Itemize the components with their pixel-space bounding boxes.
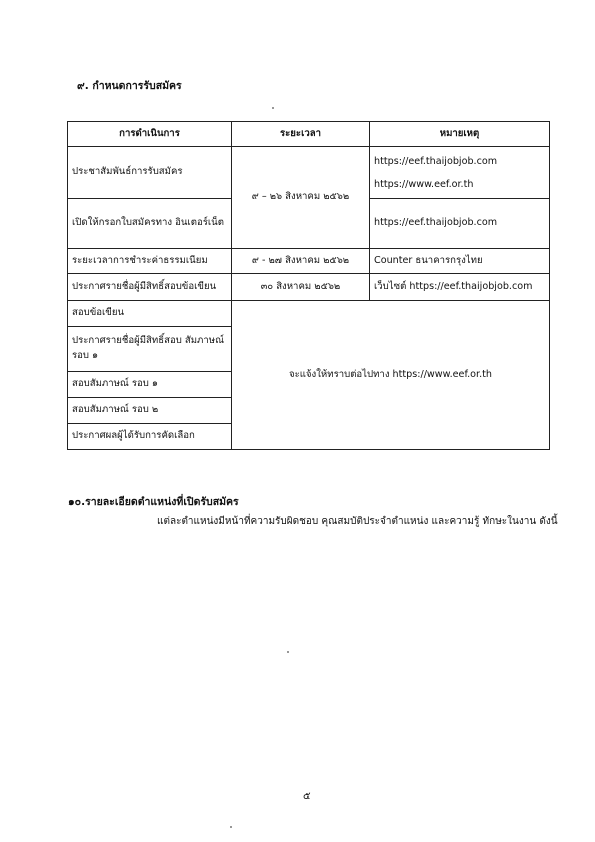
table-header-row — [68, 122, 550, 147]
activity-cell: ระยะเวลาการชำระค่าธรรมเนียม — [68, 249, 232, 274]
section-9-heading: ๙. กำหนดการรับสมัคร — [77, 80, 182, 92]
header-activity: การดำเนินการ — [68, 122, 232, 147]
activity-cell: ประชาสัมพันธ์การรับสมัคร — [68, 147, 232, 199]
activity-cell: เปิดให้กรอกใบสมัครทาง อินเตอร์เน็ต — [68, 199, 232, 249]
activity-cell: ประกาศรายชื่อผู้มีสิทธิ์สอบข้อเขียน — [68, 274, 232, 301]
table-row — [68, 147, 550, 199]
activity-cell: สอบข้อเขียน — [68, 301, 232, 327]
schedule-table — [67, 121, 550, 450]
table-row — [68, 274, 550, 301]
notes-cell — [370, 147, 550, 199]
header-notes: หมายเหตุ — [370, 122, 550, 147]
scan-speck — [230, 826, 232, 828]
note-link: https://eef.thaijobjob.com — [374, 155, 498, 167]
scan-speck — [287, 651, 289, 653]
header-period: ระยะเวลา — [232, 122, 370, 147]
page-number: ๕ — [303, 791, 311, 802]
activity-cell: สอบสัมภาษณ์ รอบ ๒ — [68, 398, 232, 424]
period-cell: ๙ – ๒๖ สิงหาคม ๒๕๖๒ — [232, 147, 370, 249]
table-row — [68, 249, 550, 274]
notes-cell: เว็บไซต์ https://eef.thaijobjob.com — [370, 274, 550, 301]
period-cell: ๓๐ สิงหาคม ๒๕๖๒ — [232, 274, 370, 301]
merged-note-cell: จะแจ้งให้ทราบต่อไปทาง https://www.eef.or.th — [232, 301, 550, 450]
section-10-heading: ๑๐.รายละเอียดตำแหน่งที่เปิดรับสมัคร — [68, 496, 239, 508]
scan-speck — [272, 107, 274, 109]
activity-cell: ประกาศผลผู้ได้รับการคัดเลือก — [68, 424, 232, 450]
activity-cell: ประกาศรายชื่อผู้มีสิทธิ์สอบ สัมภาษณ์ รอบ ๑ — [68, 327, 232, 372]
section-10-intro: แต่ละตำแหน่งมีหน้าที่ความรับผิดชอบ คุณสมบัติประจำตำแหน่ง และความรู้ ทักษะในงาน ดังนี้ — [157, 516, 558, 527]
note-link: https://www.eef.or.th — [374, 178, 474, 190]
table-row — [68, 301, 550, 327]
activity-cell: สอบสัมภาษณ์ รอบ ๑ — [68, 372, 232, 398]
period-cell: ๙ - ๒๗ สิงหาคม ๒๕๖๒ — [232, 249, 370, 274]
notes-cell: Counter ธนาคารกรุงไทย — [370, 249, 550, 274]
notes-cell: https://eef.thaijobjob.com — [370, 199, 550, 249]
